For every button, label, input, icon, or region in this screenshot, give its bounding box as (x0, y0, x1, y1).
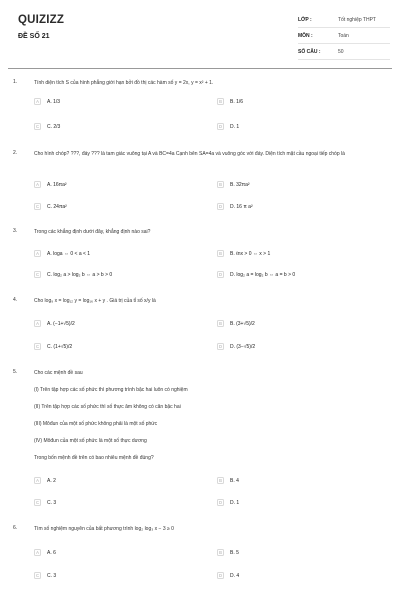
option-d[interactable] (217, 121, 239, 132)
meta-label: MÔN : (298, 32, 313, 39)
option-letter-box: C (35, 204, 40, 209)
page-header (0, 0, 400, 70)
question-number: 6. (13, 525, 18, 531)
question-text: Cho hình chóp? ???, đáy ??? là tam giác vuông tại A và BC=4a Cạnh bên SA=4a và vuông góc với đáy. Diện tích mặt cầu ngoại tiếp chóp là (34, 151, 345, 157)
option-d[interactable] (217, 497, 239, 508)
option-text: D. log₂ a = log₂ b ⇔ a = b > 0 (230, 271, 296, 278)
statement-line: Trong bốn mệnh đề trên có bao nhiêu mệnh đề đúng? (34, 455, 154, 461)
option-letter-box: C (35, 573, 40, 578)
statement-line: (II) Trên tập hợp các số phức thì số thực âm không có căn bậc hai (34, 404, 181, 410)
question-number: 4. (13, 297, 18, 303)
exam-meta (298, 12, 390, 60)
option-letter-box: A (34, 320, 41, 327)
question-number: 2. (13, 150, 18, 156)
question-number: 5. (13, 369, 18, 375)
meta-value: Toán (338, 32, 349, 39)
option-b[interactable] (217, 475, 239, 486)
option-letter-box: B (217, 250, 224, 257)
option-letter-box: B (217, 98, 224, 105)
option-text: D. 1 (230, 499, 240, 506)
option-text: D. (3−√5)/2 (230, 343, 256, 350)
option-letter-box: D (218, 573, 223, 578)
option-text: B. (3+√5)/2 (230, 320, 255, 327)
option-c[interactable] (34, 121, 60, 132)
option-text: D. 4 (230, 572, 240, 579)
option-text: B. 1/6 (230, 98, 244, 105)
option-letter-box: D (218, 344, 223, 349)
option-text: A. 6 (47, 549, 56, 556)
option-letter-box: A (34, 98, 41, 105)
option-d[interactable] (217, 201, 253, 212)
question-text: Cho các mệnh đề sau (34, 370, 83, 376)
option-text: B. 32πa² (230, 181, 250, 188)
option-b[interactable] (217, 318, 255, 329)
option-text: A. (−1+√5)/2 (47, 320, 75, 327)
option-letter-box: A (34, 250, 41, 257)
option-letter-box: B (217, 549, 224, 556)
option-a[interactable] (34, 547, 56, 558)
option-letter-box: D (218, 272, 223, 277)
option-text: A. 1/3 (47, 98, 61, 105)
option-text: B. 5 (230, 549, 239, 556)
option-text: C. 3 (47, 572, 57, 579)
option-b[interactable] (217, 248, 270, 259)
option-letter-box: B (217, 477, 224, 484)
option-text: A. loga ⇔ 0 < a < 1 (47, 250, 91, 257)
statement-line: (III) Môđun của một số phức không phải là một số phức (34, 421, 158, 427)
question-number: 3. (13, 228, 18, 234)
question-text: Tìm số nghiệm nguyên của bất phương trình log₂ log₃ x − 3 ≥ 0 (34, 526, 174, 532)
question-number: 1. (13, 79, 18, 85)
statement-line: (IV) Môđun của một số phức là một số thực dương (34, 438, 147, 444)
meta-value: 50 (338, 48, 344, 55)
option-letter-box: B (217, 320, 224, 327)
option-b[interactable] (217, 96, 243, 107)
option-d[interactable] (217, 570, 239, 581)
option-text: B. ℓnx > 0 ⇔ x > 1 (230, 250, 271, 257)
option-letter-box: D (218, 204, 223, 209)
meta-row-class (298, 12, 390, 28)
option-letter-box: A (34, 477, 41, 484)
option-a[interactable] (34, 475, 56, 486)
option-a[interactable] (34, 96, 60, 107)
option-text: A. 16πa² (47, 181, 67, 188)
option-d[interactable] (217, 269, 295, 280)
option-letter-box: B (217, 181, 224, 188)
option-letter-box: C (35, 500, 40, 505)
option-letter-box: C (35, 124, 40, 129)
option-c[interactable] (34, 341, 72, 352)
question-text: Cho log₉ x = log₁₂ y = log₁₆ x + y . Giá trị của tỉ số x/y là (34, 298, 156, 304)
option-a[interactable] (34, 179, 67, 190)
option-b[interactable] (217, 179, 250, 190)
exam-title: ĐỀ SỐ 21 (18, 33, 50, 40)
meta-value: Tốt nghiệp THPT (338, 16, 376, 23)
option-text: C. 24πa² (47, 203, 67, 210)
option-text: D. 16 π a² (230, 203, 253, 210)
meta-row-count (298, 44, 390, 60)
question-text: Trong các khẳng định dưới đây, khẳng định nào sai? (34, 229, 151, 235)
option-a[interactable] (34, 318, 75, 329)
option-text: C. log₂ a > log₂ b ⇔ a > b > 0 (47, 271, 113, 278)
option-text: C. (1+√5)/2 (47, 343, 73, 350)
option-b[interactable] (217, 547, 239, 558)
quizizz-logo: QUIZIZZ (18, 14, 65, 26)
option-text: C. 2/3 (47, 123, 61, 130)
option-letter-box: D (218, 500, 223, 505)
option-text: A. 2 (47, 477, 56, 484)
option-c[interactable] (34, 269, 112, 280)
option-a[interactable] (34, 248, 90, 259)
option-text: D. 1 (230, 123, 240, 130)
question-text: Tính diện tích S của hình phẳng giới hạn bởi đồ thị các hàm số y = 2x, y = x² + 1. (34, 80, 214, 86)
option-letter-box: A (34, 549, 41, 556)
option-d[interactable] (217, 341, 255, 352)
option-c[interactable] (34, 570, 56, 581)
option-letter-box: A (34, 181, 41, 188)
meta-row-subject (298, 28, 390, 44)
header-divider (8, 68, 392, 69)
meta-label: SỐ CÂU : (298, 48, 321, 55)
option-text: B. 4 (230, 477, 239, 484)
option-letter-box: D (218, 124, 223, 129)
option-text: C. 3 (47, 499, 57, 506)
option-letter-box: C (35, 272, 40, 277)
option-letter-box: C (35, 344, 40, 349)
statement-line: (I) Trên tập hợp các số phức thì phương trình bậc hai luôn có nghiệm (34, 387, 188, 393)
option-c[interactable] (34, 201, 67, 212)
meta-label: LỚP : (298, 16, 312, 23)
option-c[interactable] (34, 497, 56, 508)
